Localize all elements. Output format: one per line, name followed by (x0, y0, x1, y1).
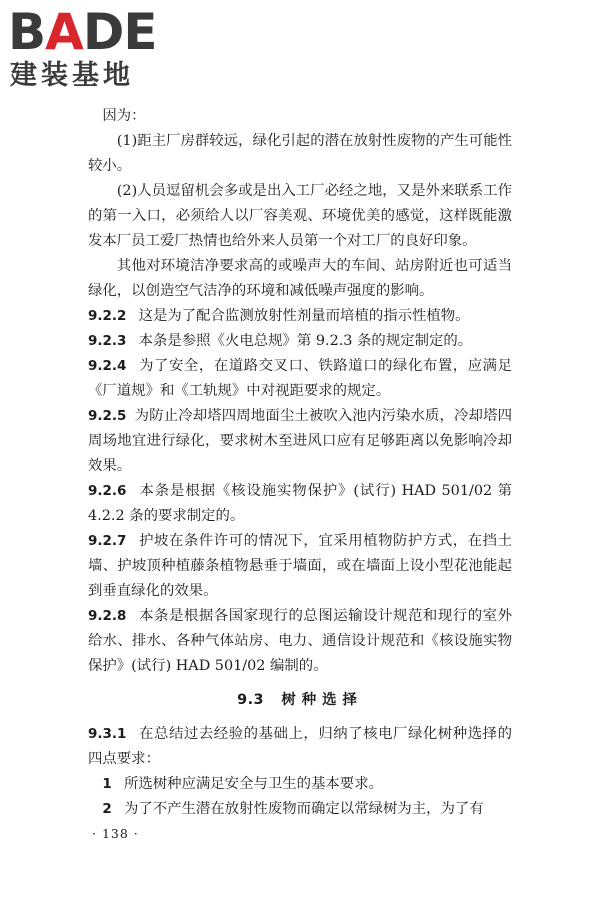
clause-9-2-2 (88, 304, 512, 329)
clause-number: 9.2.2 (88, 308, 127, 324)
clause-number: 9.2.7 (88, 533, 127, 549)
clause-number: 9.2.3 (88, 333, 127, 349)
list-item-1 (88, 772, 512, 797)
list-item-number: 2 (102, 801, 112, 817)
clause-9-2-5 (88, 404, 512, 479)
list-item-text: 为了不产生潜在放射性废物而确定以常绿树为主，为了有 (123, 801, 484, 817)
clause-9-3-1 (88, 722, 512, 772)
list-item-number: 1 (102, 776, 112, 792)
clause-9-2-3 (88, 329, 512, 354)
clause-number: 9.2.8 (88, 608, 127, 624)
section-heading (88, 688, 512, 713)
clause-9-2-4 (88, 354, 512, 404)
clause-text: 为防止冷却塔四周地面尘土被吹入池内污染水质，冷却塔四周场地宜进行绿化，要求树木至进风口应有足够距离以免影响冷却效果。 (88, 408, 512, 474)
clause-text: 这是为了配合监测放射性剂量而培植的指示性植物。 (138, 308, 470, 324)
logo-subtitle: 建装基地 (10, 60, 134, 91)
document-body (88, 104, 512, 822)
paragraph-reason-2: (2)人员逗留机会多或是出入工厂必经之地，又是外来联系工作的第一入口，必须给人以厂容美观、环境优美的感觉，这样既能激发本厂员工爱厂热情也给外来人员第一个对工厂的良好印象。 (88, 183, 512, 249)
logo-wordmark (8, 4, 157, 60)
list-item-text: 所选树种应满足安全与卫生的基本要求。 (123, 776, 383, 792)
clause-number: 9.2.5 (88, 408, 127, 424)
clause-text: 护坡在条件许可的情况下，宜采用植物防护方式，在挡土墙、护坡顶种植藤条植物悬垂于墙面，或在墙面上设小型花池能起到垂直绿化的效果。 (88, 533, 512, 599)
clause-text: 为了安全，在道路交叉口、铁路道口的绿化布置，应满足《厂道规》和《工轨规》中对视距要求的规定。 (88, 358, 512, 399)
clause-text: 本条是根据各国家现行的总图运输设计规范和现行的室外给水、排水、各种气体站房、电力、通信设计规范和《核设施实物保护》(试行) HAD 501/02 编制的。 (88, 608, 512, 674)
logo-letter-a: A (45, 3, 83, 61)
paragraph-intro: 因为： (102, 108, 146, 124)
section-title: 树种选择 (281, 692, 363, 708)
clause-9-2-6 (88, 479, 512, 529)
page-number: · 138 · (92, 826, 139, 841)
clause-9-2-7 (88, 529, 512, 604)
clause-number: 9.2.6 (88, 483, 127, 499)
clause-text: 在总结过去经验的基础上，归纳了核电厂绿化树种选择的四点要求： (88, 726, 512, 767)
section-number: 9.3 (237, 692, 265, 708)
clause-text: 本条是根据《核设施实物保护》(试行) HAD 501/02 第 4.2.2 条的要求制定的。 (88, 483, 512, 524)
list-item-2 (88, 797, 512, 822)
paragraph-other: 其他对环境洁净要求高的或噪声大的车间、站房附近也可适当绿化，以创造空气洁净的环境和减低噪声强度的影响。 (88, 258, 512, 299)
clause-number: 9.3.1 (88, 726, 127, 742)
clause-number: 9.2.4 (88, 358, 127, 374)
clause-text: 本条是参照《火电总规》第 9.2.3 条的规定制定的。 (138, 333, 473, 349)
logo-letter-b: B (8, 3, 46, 61)
logo-letters-de: DE (82, 3, 157, 61)
paragraph-reason-1: (1)距主厂房群较远，绿化引起的潜在放射性废物的产生可能性较小。 (88, 133, 512, 174)
clause-9-2-8 (88, 604, 512, 679)
site-logo (8, 4, 178, 96)
